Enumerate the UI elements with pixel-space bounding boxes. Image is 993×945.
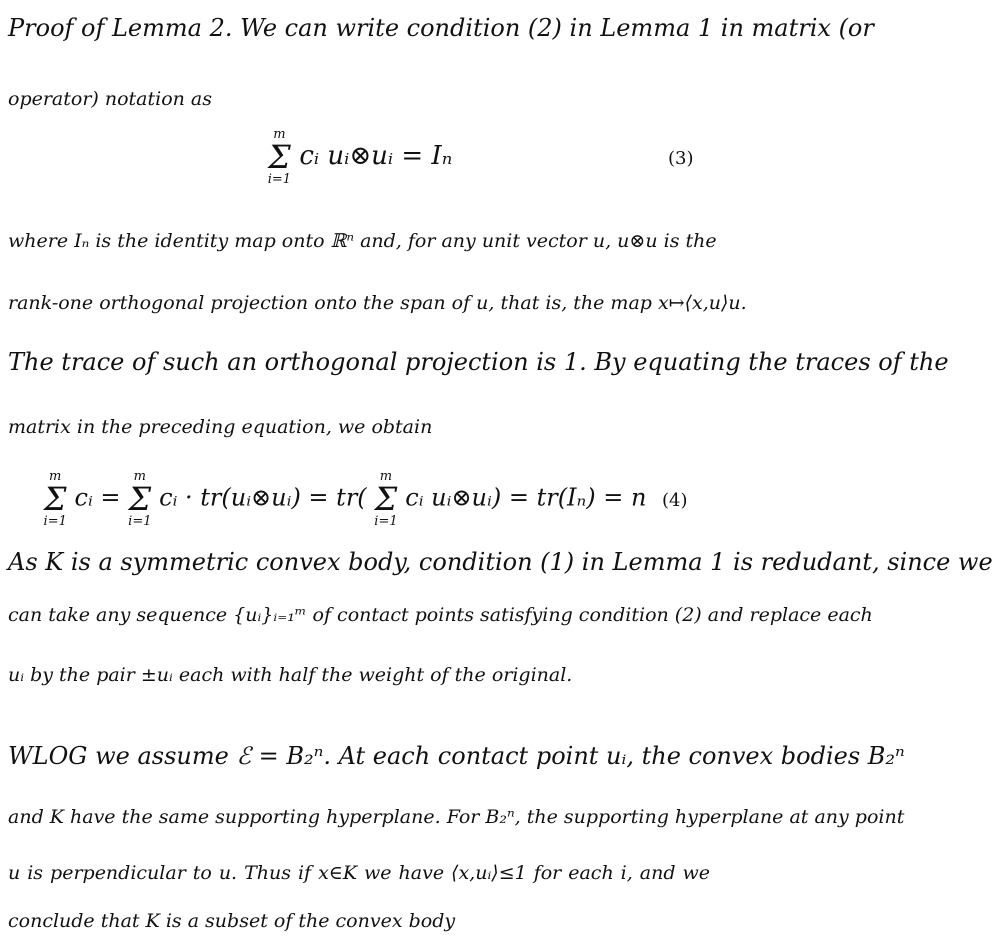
text-line-6: matrix in the preceding equation, we obtain (8, 416, 433, 438)
equation-4-part-1: cᵢ = (74, 483, 121, 512)
equation-3 (0, 128, 720, 186)
text-line-2: operator) notation as (8, 88, 213, 110)
text-line-8: can take any sequence {uᵢ}ᵢ₌₁ᵐ of contact points satisfying condition (2) and replace each (8, 604, 873, 626)
sum-upper-limit: m (133, 469, 146, 484)
text-line-10: WLOG we assume ℰ = B₂ⁿ. At each contact point uᵢ, the convex bodies B₂ⁿ (8, 742, 905, 770)
equation-3-number: (3) (668, 148, 694, 169)
sigma-symbol: Σ (43, 480, 67, 518)
equation-4-part-3: cᵢ uᵢ⊗uᵢ) = tr(Iₙ) = n (405, 483, 647, 512)
summation-symbol (268, 128, 291, 186)
text-line-3: where Iₙ is the identity map onto ℝⁿ and, for any unit vector u, u⊗u is the (8, 230, 717, 252)
text-line-4: rank-one orthogonal projection onto the span of u, that is, the map x↦⟨x,u⟩u. (8, 292, 747, 314)
text-line-11: and K have the same supporting hyperplane. For B₂ⁿ, the supporting hyperplane at any point (8, 806, 905, 828)
equation-4-number: (4) (662, 490, 688, 511)
sigma-symbol: Σ (128, 480, 152, 518)
equation-4-part-2: cᵢ · tr(uᵢ⊗uᵢ) = tr( (159, 483, 367, 512)
summation-symbol (374, 470, 397, 528)
sum-upper-limit: m (273, 127, 286, 142)
sum-lower-limit: i=1 (374, 514, 398, 529)
sigma-symbol: Σ (268, 138, 291, 176)
text-line-1: Proof of Lemma 2. We can write condition (2) in Lemma 1 in matrix (or (8, 14, 874, 42)
text-line-13: conclude that K is a subset of the convex body (8, 910, 456, 932)
text-line-7: As K is a symmetric convex body, condition (1) in Lemma 1 is redudant, since we (8, 548, 993, 576)
sum-upper-limit: m (379, 469, 393, 484)
sum-upper-limit: m (49, 469, 62, 484)
summation-symbol (44, 470, 67, 528)
sum-lower-limit: i=1 (128, 514, 152, 529)
sum-lower-limit: i=1 (267, 172, 292, 187)
equation-4 (0, 470, 720, 528)
equation-3-body: cᵢ uᵢ⊗uᵢ = Iₙ (299, 141, 453, 171)
sigma-symbol: Σ (374, 480, 398, 518)
sum-lower-limit: i=1 (43, 514, 67, 529)
summation-symbol (128, 470, 151, 528)
text-line-12: u is perpendicular to u. Thus if x∈K we have ⟨x,uᵢ⟩≤1 for each i, and we (8, 862, 710, 884)
text-line-5: The trace of such an orthogonal projection is 1. By equating the traces of the (8, 348, 949, 376)
text-line-9: uᵢ by the pair ±uᵢ each with half the weight of the original. (8, 664, 573, 686)
